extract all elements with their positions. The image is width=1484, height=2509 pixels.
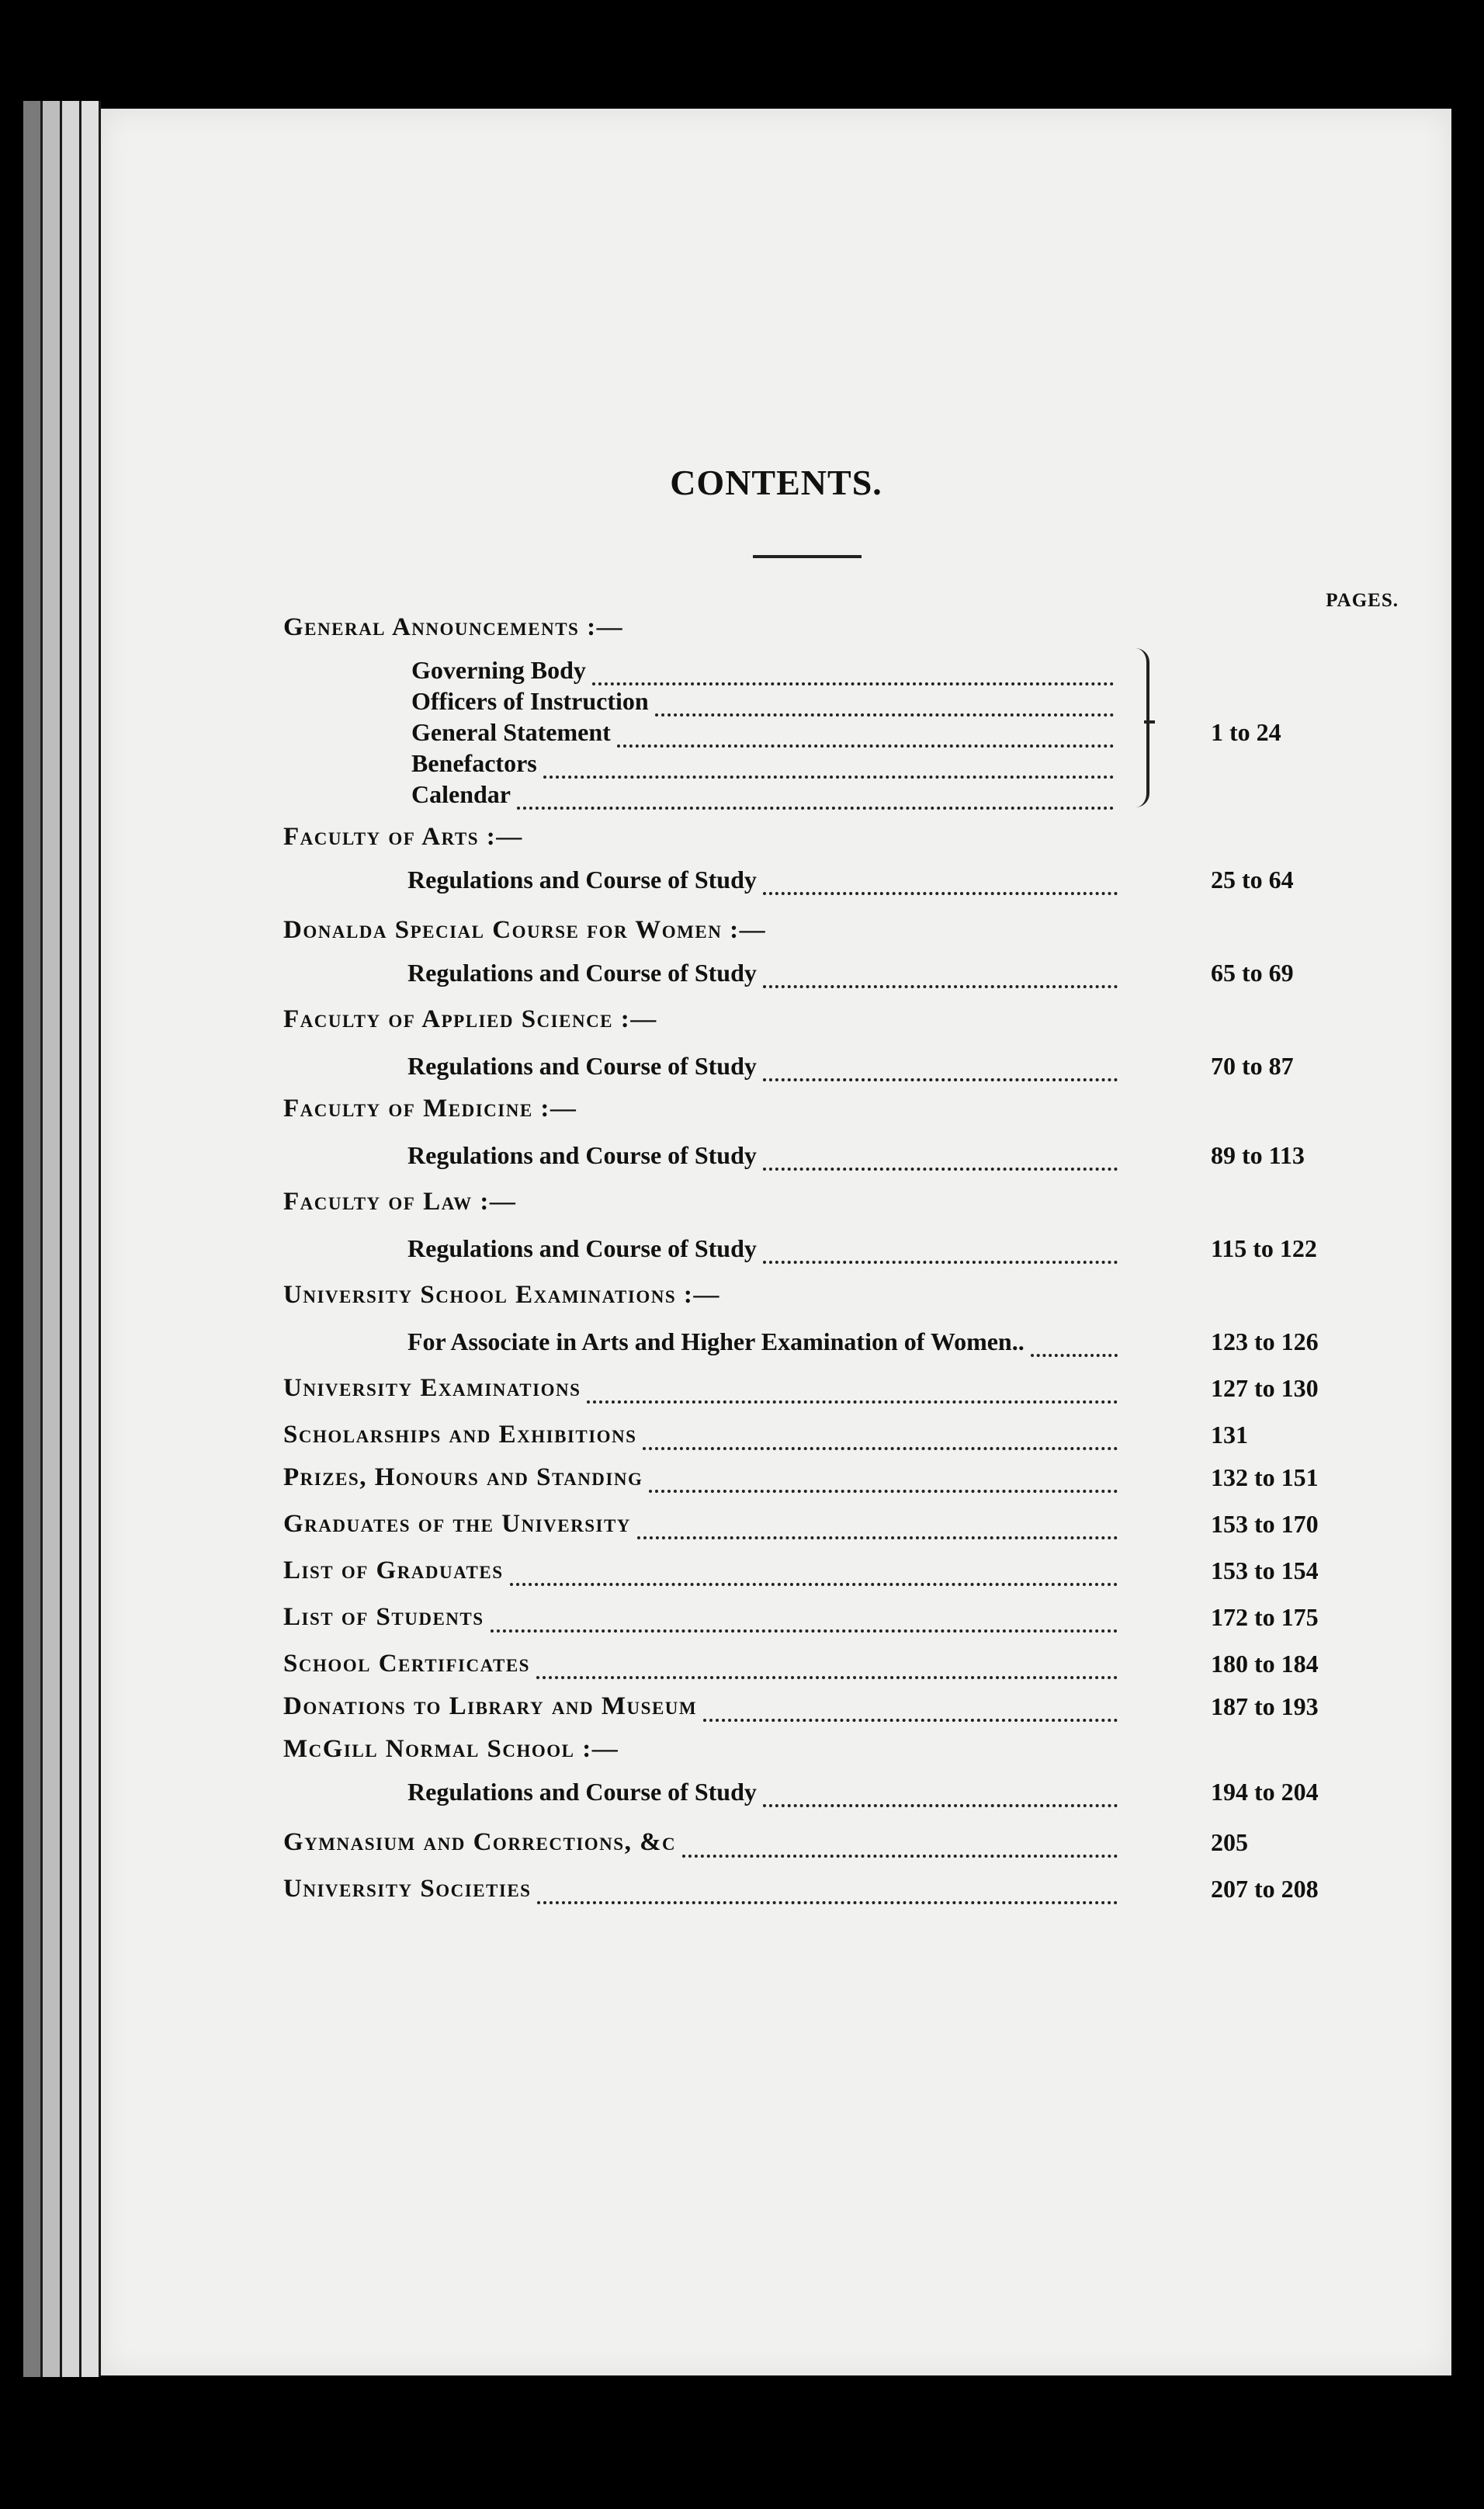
- page-edge: [23, 101, 43, 2377]
- page-edge: [62, 101, 81, 2377]
- toc-entry: [101, 1281, 1451, 1315]
- toc-entry-label: Regulations and Course of Study: [407, 959, 757, 987]
- dot-leader: [1031, 1332, 1118, 1357]
- dot-leader: [491, 1608, 1118, 1633]
- toc-entry: [101, 1692, 1451, 1726]
- dot-leader: [617, 723, 1114, 748]
- page-edge: [81, 101, 101, 2377]
- dot-leader: [592, 661, 1114, 685]
- toc-entry-label: School Certificates: [283, 1650, 530, 1678]
- dot-leader: [637, 1515, 1118, 1539]
- toc-entry: [101, 1234, 1451, 1268]
- toc-entry-pages: 127 to 130: [1211, 1374, 1319, 1402]
- dot-leader: [763, 1057, 1118, 1081]
- toc-entry-label: For Associate in Arts and Higher Examination of Women..: [407, 1327, 1025, 1355]
- toc-entry-pages: 1 to 24: [1211, 718, 1281, 746]
- page-title: CONTENTS.: [670, 463, 882, 502]
- toc-entry: [101, 780, 1451, 814]
- toc-entry-pages: 180 to 184: [1211, 1650, 1319, 1678]
- dot-leader: [587, 1379, 1118, 1404]
- toc-entry-label: Graduates of the University: [283, 1510, 631, 1538]
- toc-entry: [101, 656, 1451, 690]
- toc-entry: [101, 1188, 1451, 1222]
- toc-entry: [101, 1735, 1451, 1769]
- dot-leader: [763, 1782, 1118, 1807]
- dot-leader: [643, 1425, 1118, 1450]
- toc-entry-label: List of Students: [283, 1603, 484, 1631]
- toc-entry: [101, 1095, 1451, 1129]
- toc-entry-pages: 65 to 69: [1211, 959, 1294, 987]
- toc-entry: [101, 1650, 1451, 1684]
- toc-entry: [101, 1005, 1451, 1039]
- toc-entry-label: University Societies: [283, 1875, 532, 1903]
- toc-entry: [101, 1510, 1451, 1544]
- toc-entry: [101, 1778, 1451, 1812]
- toc-entry: [101, 1603, 1451, 1637]
- document-page: [101, 109, 1451, 2375]
- toc-entry-label: Regulations and Course of Study: [407, 1778, 757, 1806]
- toc-entry-pages: 89 to 113: [1211, 1141, 1305, 1169]
- toc-entry-label: General Statement: [411, 718, 611, 746]
- toc-entry: [101, 1556, 1451, 1591]
- dot-leader: [655, 692, 1114, 717]
- toc-entry-label: Benefactors: [411, 749, 537, 777]
- toc-entry: [101, 749, 1451, 783]
- toc-entry: [101, 823, 1451, 857]
- dot-leader: [517, 785, 1114, 810]
- toc-entry-pages: 194 to 204: [1211, 1778, 1319, 1806]
- toc-entry-label: Regulations and Course of Study: [407, 1052, 757, 1080]
- toc-entry: [101, 1141, 1451, 1175]
- toc-entry: [101, 1374, 1451, 1408]
- toc-entry-pages: 207 to 208: [1211, 1875, 1319, 1903]
- toc-entry-label: Regulations and Course of Study: [407, 1141, 757, 1169]
- dot-leader: [537, 1879, 1118, 1904]
- toc-entry-label: Regulations and Course of Study: [407, 866, 757, 894]
- toc-entry-label: Faculty of Arts :—: [283, 823, 523, 851]
- toc-entry-pages: 205: [1211, 1828, 1248, 1856]
- toc-entry-label: University Examinations: [283, 1374, 581, 1402]
- toc-entry-label: Faculty of Applied Science :—: [283, 1005, 657, 1033]
- toc-entry-label: Gymnasium and Corrections, &c: [283, 1828, 677, 1856]
- dot-leader: [703, 1697, 1118, 1722]
- toc-entry: [101, 1463, 1451, 1497]
- toc-entry-label: General Announcements :—: [283, 613, 624, 641]
- toc-entry-pages: 123 to 126: [1211, 1327, 1319, 1355]
- toc-entry-label: Donalda Special Course for Women :—: [283, 916, 767, 944]
- dot-leader: [649, 1468, 1118, 1493]
- toc-entry: [101, 1421, 1451, 1455]
- dot-leader: [763, 963, 1118, 988]
- pages-column-header: PAGES.: [1326, 590, 1399, 611]
- toc-entry-label: Regulations and Course of Study: [407, 1234, 757, 1262]
- toc-entry: [101, 687, 1451, 721]
- toc-entry-label: Officers of Instruction: [411, 687, 649, 715]
- dot-leader: [510, 1561, 1118, 1586]
- toc-entry-label: Governing Body: [411, 656, 586, 684]
- dot-leader: [682, 1833, 1118, 1858]
- toc-entry-pages: 187 to 193: [1211, 1692, 1319, 1720]
- toc-entry: [101, 916, 1451, 950]
- dot-leader: [543, 754, 1114, 779]
- toc-entry-label: University School Examinations :—: [283, 1281, 720, 1309]
- toc-entry: [101, 718, 1451, 752]
- toc-entry-label: Faculty of Medicine :—: [283, 1095, 577, 1123]
- dot-leader: [536, 1654, 1118, 1679]
- toc-entry-pages: 70 to 87: [1211, 1052, 1294, 1080]
- toc-entry-pages: 115 to 122: [1211, 1234, 1317, 1262]
- toc-entry-label: Donations to Library and Museum: [283, 1692, 698, 1720]
- toc-entry: [101, 1828, 1451, 1862]
- toc-entry-pages: 153 to 154: [1211, 1556, 1319, 1584]
- toc-entry-label: Faculty of Law :—: [283, 1188, 517, 1216]
- toc-entry-pages: 25 to 64: [1211, 866, 1294, 894]
- toc-entry-label: Prizes, Honours and Standing: [283, 1463, 643, 1491]
- dot-leader: [763, 1146, 1118, 1171]
- toc-entry-label: McGill Normal School :—: [283, 1735, 619, 1763]
- toc-entry-label: Scholarships and Exhibitions: [283, 1421, 637, 1449]
- toc-entry-pages: 153 to 170: [1211, 1510, 1319, 1538]
- toc-entry-label: List of Graduates: [283, 1556, 504, 1584]
- toc-entry-label: Calendar: [411, 780, 511, 808]
- toc-entry-pages: 132 to 151: [1211, 1463, 1319, 1491]
- table-of-contents: [101, 109, 1451, 2375]
- toc-entry: [101, 613, 1451, 647]
- toc-entry-pages: 172 to 175: [1211, 1603, 1319, 1631]
- toc-entry: [101, 1052, 1451, 1086]
- toc-entry: [101, 1327, 1451, 1362]
- page-edge: [43, 101, 62, 2377]
- dot-leader: [763, 870, 1118, 895]
- toc-entry-pages: 131: [1211, 1421, 1248, 1449]
- toc-entry: [101, 866, 1451, 900]
- dot-leader: [763, 1239, 1118, 1264]
- toc-entry: [101, 1875, 1451, 1909]
- toc-entry: [101, 959, 1451, 993]
